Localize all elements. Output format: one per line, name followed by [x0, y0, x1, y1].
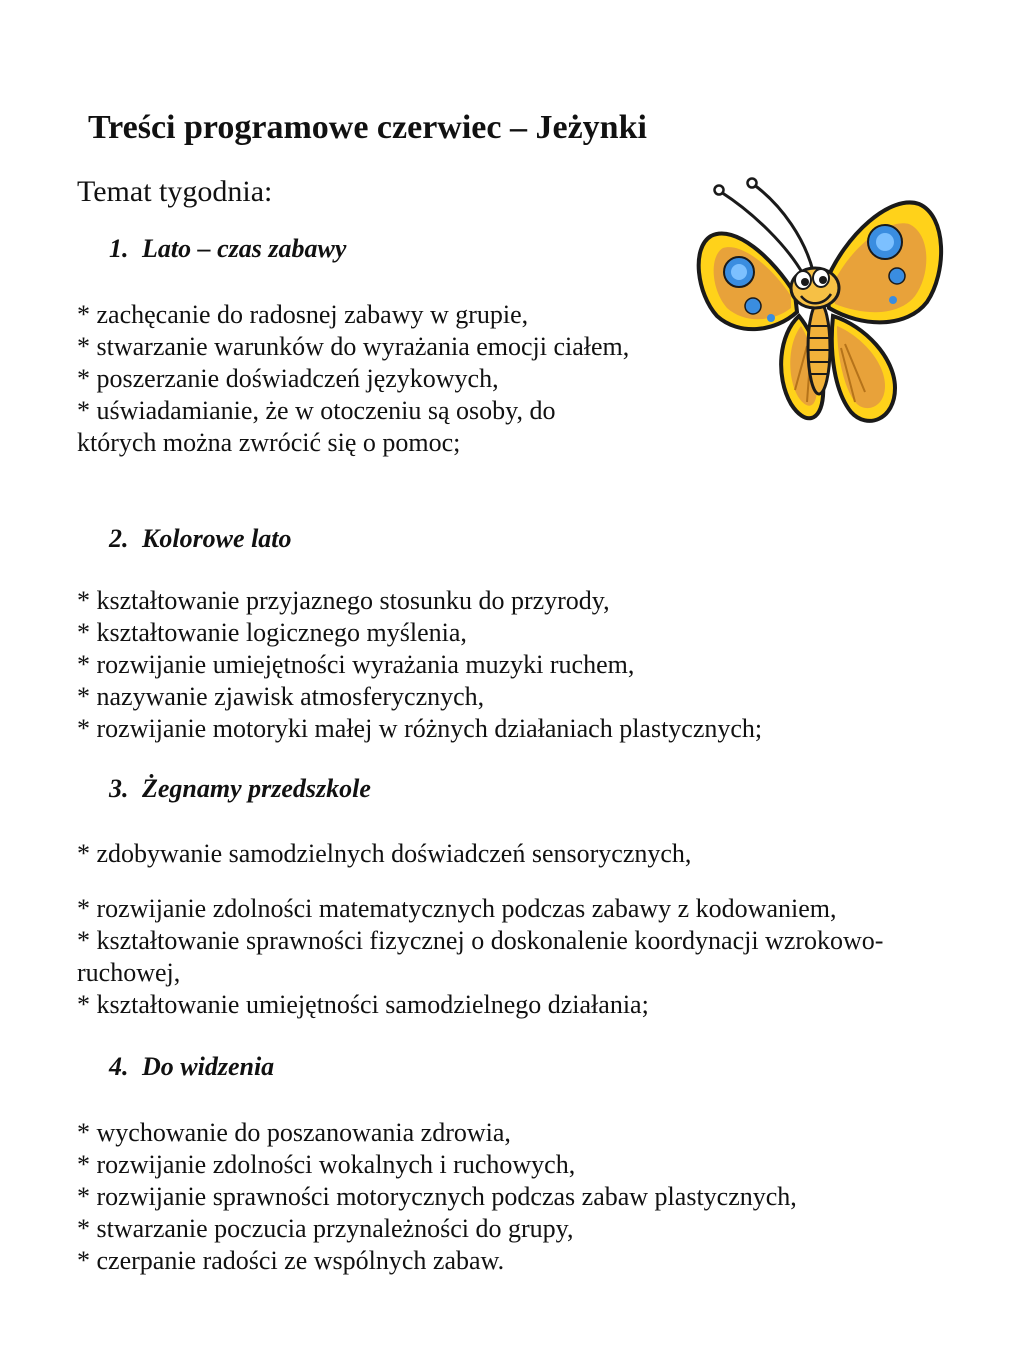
week-title: Kolorowe lato — [142, 524, 292, 553]
list-item: * kształtowanie sprawności fizycznej o doskonalenie koordynacji wzrokowo-ruchowej, — [77, 926, 884, 987]
list-item: * rozwijanie zdolności matematycznych podczas zabawy z kodowaniem, — [77, 894, 837, 923]
week-title: Żegnamy przedszkole — [142, 774, 371, 803]
list-item: * kształtowanie przyjaznego stosunku do przyrody, — [77, 586, 610, 615]
list-item: * czerpanie radości ze wspólnych zabaw. — [77, 1246, 505, 1275]
week-3-goals — [77, 838, 957, 1021]
week-1-goals — [77, 299, 637, 459]
list-item: * rozwijanie umiejętności wyrażania muzyki ruchem, — [77, 650, 635, 679]
week-4-goals — [77, 1117, 957, 1277]
list-item: * zdobywanie samodzielnych doświadczeń sensorycznych, — [77, 839, 692, 868]
list-item: * nazywanie zjawisk atmosferycznych, — [77, 682, 485, 711]
list-item: * rozwijanie zdolności wokalnych i ruchowych, — [77, 1150, 576, 1179]
week-heading-4 — [109, 1050, 274, 1084]
week-number: 1. — [109, 234, 129, 263]
week-title: Lato – czas zabawy — [142, 234, 347, 263]
list-item: * poszerzanie doświadczeń językowych, — [77, 364, 499, 393]
list-item: * zachęcanie do radosnej zabawy w grupie, — [77, 300, 529, 329]
list-item: * wychowanie do poszanowania zdrowia, — [77, 1118, 511, 1147]
list-item: * stwarzanie poczucia przynależności do grupy, — [77, 1214, 574, 1243]
week-number: 4. — [109, 1052, 129, 1081]
week-title: Do widzenia — [142, 1052, 275, 1081]
week-number: 2. — [109, 524, 129, 553]
week-heading-2 — [109, 522, 292, 556]
list-item: * kształtowanie umiejętności samodzielnego działania; — [77, 990, 649, 1019]
page-title: Treści programowe czerwiec – Jeżynki — [88, 109, 647, 146]
list-item: * uświadamianie, że w otoczeniu są osoby, do których można zwrócić się o pomoc; — [77, 396, 556, 457]
list-item: * stwarzanie warunków do wyrażania emocji ciałem, — [77, 332, 630, 361]
week-number: 3. — [109, 774, 129, 803]
butterfly-icon — [695, 176, 950, 434]
week-2-goals — [77, 585, 957, 745]
week-heading-1 — [109, 232, 346, 266]
week-topic-label: Temat tygodnia: — [77, 175, 273, 208]
list-item: * rozwijanie motoryki małej w różnych działaniach plastycznych; — [77, 714, 763, 743]
list-item: * kształtowanie logicznego myślenia, — [77, 618, 467, 647]
week-heading-3 — [109, 772, 371, 806]
list-item: * rozwijanie sprawności motorycznych podczas zabaw plastycznych, — [77, 1182, 797, 1211]
